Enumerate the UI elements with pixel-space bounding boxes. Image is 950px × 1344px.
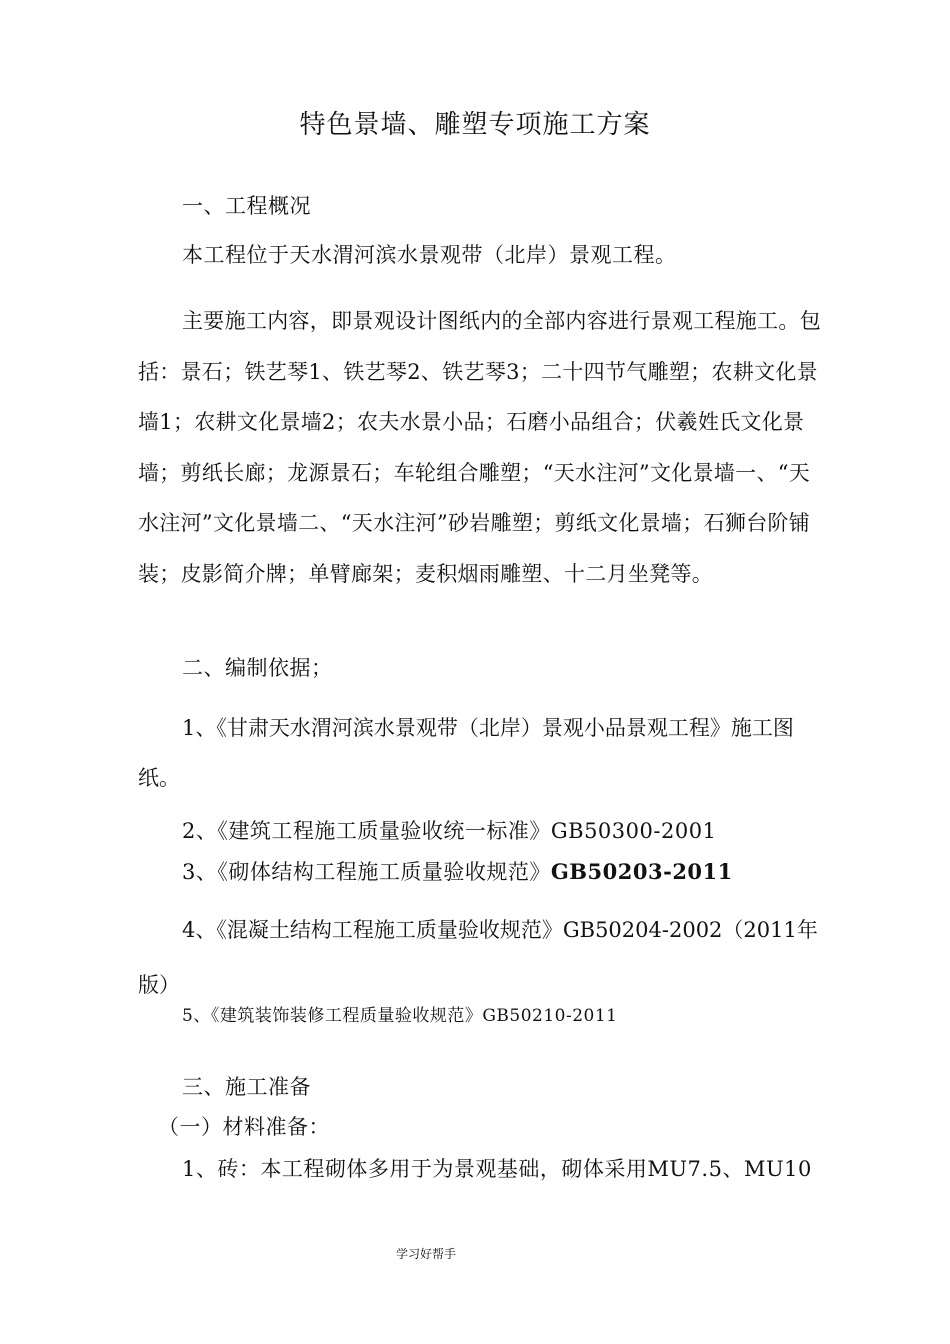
section-3-heading: 三、施工准备 xyxy=(182,1075,311,1099)
document-title: 特色景墙、雕塑专项施工方案 xyxy=(299,110,651,140)
reference-3-code: GB50203-2011 xyxy=(550,859,733,884)
page-footer: 学习好帮手 xyxy=(396,1247,457,1261)
section-1-heading: 一、工程概况 xyxy=(182,194,311,218)
section-1-paragraph-1: 本工程位于天水渭河滨水景观带（北岸）景观工程。 xyxy=(182,243,677,267)
reference-4: 4、《混凝土结构工程施工质量验收规范》GB50204-2002（2011年版） xyxy=(138,918,818,997)
section-1-paragraph-2: 主要施工内容，即景观设计图纸内的全部内容进行景观工程施工。包括：景石；铁艺琴1、铁艺琴2、铁艺琴3；二十四节气雕塑；农耕文化景墙1；农耕文化景墙2；农夫水景小品；石磨小品组合；伏羲姓氏文化景墙；剪纸长廊；龙源景石；车轮组合雕塑；“天水注河”文化景墙一、“天水注河”文化景墙二、“天水注河”砂岩雕塑；剪纸文化景墙；石狮台阶铺装；皮影简介牌；单臂廊架；麦积烟雨雕塑、十二月坐凳等。 xyxy=(138,309,821,586)
section-2-heading: 二、编制依据； xyxy=(182,656,333,680)
reference-3 xyxy=(182,858,733,886)
reference-3-title: 3、《砌体结构工程施工质量验收规范》 xyxy=(182,860,551,884)
section-3-item-1: 1、砖：本工程砌体多用于为景观基础，砌体采用MU7.5、MU10 xyxy=(182,1157,812,1181)
reference-5: 5、《建筑装饰装修工程质量验收规范》GB50210-2011 xyxy=(182,1006,618,1026)
section-3-subheading-1: （一）材料准备： xyxy=(158,1115,330,1139)
reference-2: 2、《建筑工程施工质量验收统一标准》GB50300-2001 xyxy=(182,819,717,843)
reference-1: 1、《甘肃天水渭河滨水景观带（北岸）景观小品景观工程》施工图纸。 xyxy=(138,716,794,790)
